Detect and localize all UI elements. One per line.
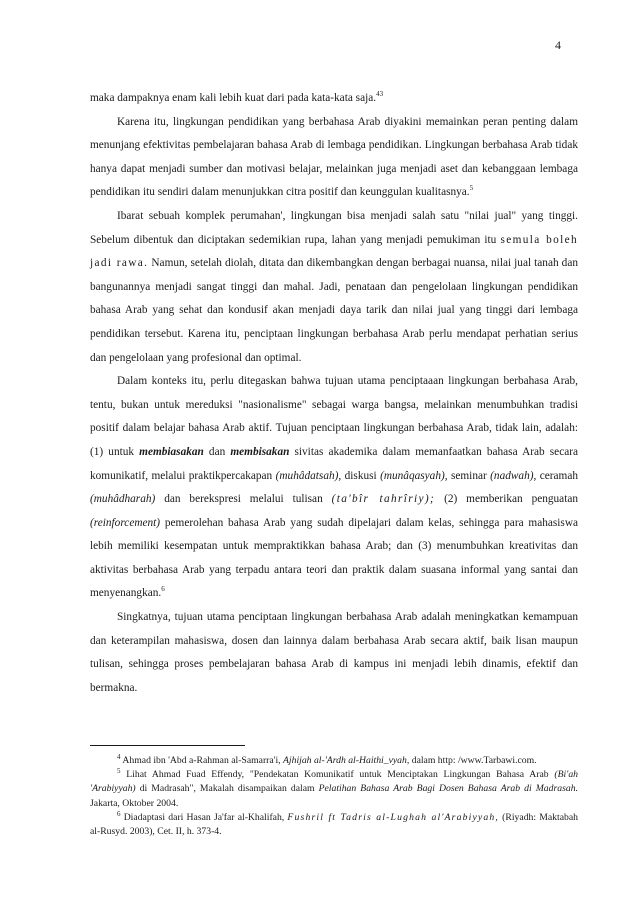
term-muhadharah: (muhâdharah): [90, 493, 156, 506]
body-text: [90, 87, 578, 700]
term-muhadatsah: (muhâdatsah),: [275, 469, 342, 482]
footnote-6-number: 6: [117, 809, 121, 818]
paragraph-4-text-d: diskusi: [341, 469, 381, 482]
paragraph-3: [90, 205, 578, 370]
footnote-5: [90, 768, 578, 811]
footnote-ref-43: 43: [376, 90, 384, 99]
paragraph-5-text: Singkatnya, tujuan utama penciptaan lingkungan berbahasa Arab adalah meningkatkan kemampuan dan keterampilan mahasiswa, dosen dan lainnya dalam berbahasa Arab secara aktif, baik lisan maupun tulisan, sehingga proses pembelajaran bahasa Arab di kampus ini menjadi lebih dinamis, efektif dan bermakna.: [90, 611, 578, 694]
footnote-6-title: Fushril ft Tadris al-Lughah al'Arabiyyah,: [287, 811, 499, 823]
paragraph-4-text-g: dan berekspresi melalui tulisan: [155, 493, 332, 506]
term-munaqasyah: (munâqasyah),: [380, 469, 448, 482]
footnote-4-title: Ajhijah al-'Ardh al-Haithi_vyah,: [283, 755, 410, 766]
paragraph-5: [90, 606, 578, 700]
paragraph-1: [90, 87, 578, 111]
footnote-5-text-b: di Madrasah", Makalah disampaikan dalam: [135, 783, 319, 795]
paragraph-2-text: Karena itu, lingkungan pendidikan yang berbahasa Arab diyakini memainkan peran penting dalam menunjang efektivitas pembelajaran bahasa Arab di lembaga pendidikan. Lingkungan berbahasa Arab tidak hanya dapat menjadi sumber dan motivasi belajar, melainkan juga menjadi aset dan kebanggaan lembaga pendidikan itu sendiri dalam menunjukkan citra positif dan keunggulan kualitasnya.: [90, 115, 578, 199]
footnotes: [90, 754, 578, 839]
footnote-5-title: Pelatihan Bahasa Arab Bagi Dosen Bahasa Arab di Madrasah.: [318, 783, 578, 795]
paragraph-4-text-h: (2) memberikan penguatan: [435, 493, 578, 506]
term-tabir-tahririy: (ta'bîr tahrîriy);: [331, 493, 436, 506]
footnote-5-text-c: Jakarta, Oktober 2004.: [90, 797, 179, 809]
footnote-6-text-a: Diadaptasi dari Hasan Ja'far al-Khalifah,: [123, 811, 288, 823]
footnote-ref-6: 6: [161, 585, 165, 594]
paragraph-4-text-e: seminar: [447, 469, 491, 482]
footnote-6: [90, 811, 578, 839]
term-membisakan: membisakan: [230, 445, 290, 458]
footnote-4-number: 4: [117, 752, 121, 761]
paragraph-4: [90, 370, 578, 606]
footnote-divider: [90, 745, 245, 746]
footnote-5-number: 5: [117, 766, 121, 775]
footnote-5-text-a: Lihat Ahmad Fuad Effendy, "Pendekatan Komunikatif untuk Menciptakan Lingkungan Bahasa Arab: [126, 769, 555, 781]
paragraph-4-text-c: sivitas akademika dalam memanfaatkan bahasa Arab secara komunikatif, melalui praktikpercakapan: [90, 445, 579, 482]
term-membiasakan: membiasakan: [139, 445, 204, 458]
paragraph-1-text: maka dampaknya enam kali lebih kuat dari pada kata-kata saja.: [90, 92, 377, 104]
page-number: 4: [555, 38, 561, 52]
paragraph-4-text-f: ceramah: [536, 469, 578, 482]
paragraph-3-text-a: Ibarat sebuah komplek perumahan', lingkungan bisa menjadi salah satu "nilai jual" yang tinggi. Sebelum dibentuk dan diciptakan sedemikian rupa, lahan yang menjadi pemukiman itu: [90, 209, 578, 246]
term-reinforcement: (reinforcement): [90, 516, 161, 529]
paragraph-3-text-b: Namun, setelah diolah, ditata dan dikembangkan dengan berbagai nuansa, nilai jual tanah dan bangunannya menjadi sangat tinggi dan mahal. Jadi, penataan dan pengelolaan lingkungan pendidikan bahasa Arab yang sehat dan kondusif akan menjadi daya tarik dan nilai jual yang tinggi dari lembaga pendidikan tersebut. Karena itu, penciptaan lingkungan berbahasa Arab perlu mendapat perhatian serius dan pengelolaan yang profesional dan optimal.: [90, 257, 578, 364]
paragraph-4-text-b: dan: [203, 445, 231, 458]
footnote-6-text-b: (Riyadh: Maktabah al-Rusyd. 2003), Cet. II, h. 373-4.: [90, 811, 578, 838]
paragraph-3-spaced-text: semula boleh jadi rawa.: [90, 233, 579, 270]
footnote-4-text-a: Ahmad ibn 'Abd a-Rahman al-Samarra'i,: [122, 755, 283, 766]
footnote-4-text-b: dalam http: /www.Tarbawi.com.: [409, 755, 537, 766]
footnote-ref-5: 5: [469, 184, 474, 193]
paragraph-2: [90, 111, 578, 205]
paragraph-4-text-j: pemerolehan bahasa Arab yang sudah dipelajari dalam kelas, sehingga para mahasiswa lebih memiliki kesempatan untuk mempraktikkan bahasa Arab; dan (3) menumbuhkan kreativitas dan aktivitas berbahasa Arab yang terpadu antara teori dan praktik dalam suasana informal yang santai dan menyenangkan.: [90, 516, 578, 600]
footnote-4: [90, 754, 578, 768]
footnote-5-term: (Bi'ah 'Arabiyyah): [90, 769, 579, 795]
paragraph-4-text-a: Dalam konteks itu, perlu ditegaskan bahwa tujuan utama penciptaaan lingkungan berbahasa Arab, tentu, bukan untuk mereduksi "nasionalisme" sebagai warga bangsa, melainkan menumbuhkan tradisi positif dalam belajar bahasa Arab aktif. Tujuan penciptaan lingkungan berbahasa Arab, tidak lain, adalah: (1) untuk: [90, 375, 578, 458]
term-nadwah: (nadwah),: [490, 469, 537, 482]
